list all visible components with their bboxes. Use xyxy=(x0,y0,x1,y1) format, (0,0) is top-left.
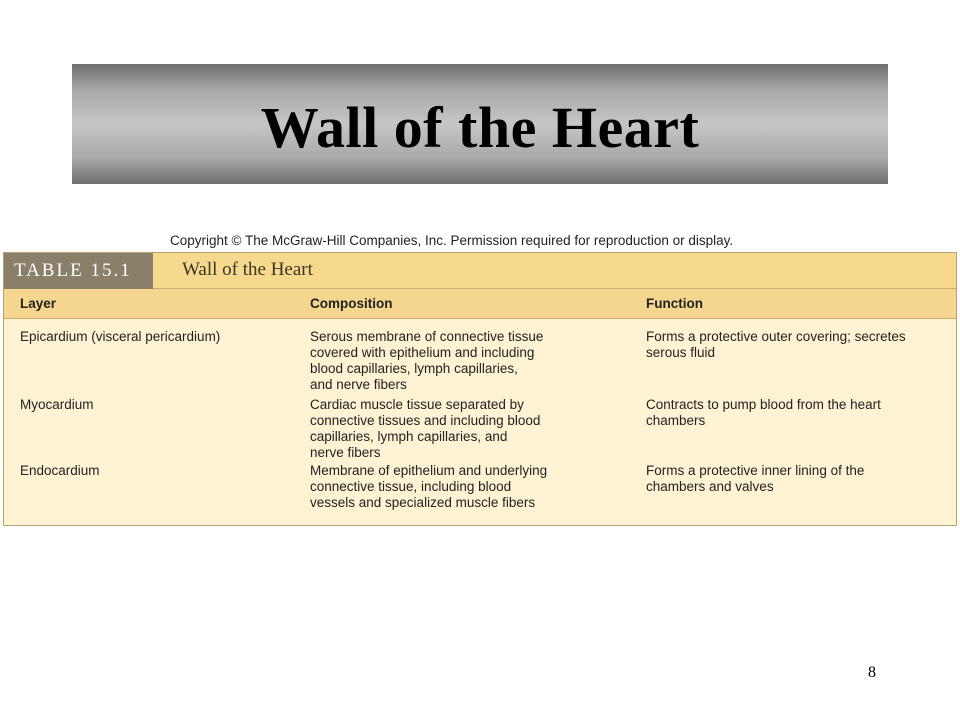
table-label: TABLE 15.1 xyxy=(4,253,153,289)
page-number: 8 xyxy=(868,664,876,681)
cell-line: Epicardium (visceral pericardium) xyxy=(20,329,221,344)
column-header-composition: Composition xyxy=(310,296,393,311)
cell-line: nerve fibers xyxy=(310,445,381,460)
cell-layer xyxy=(20,463,300,479)
cell-line: connective tissues and including blood xyxy=(310,413,541,428)
table-column-headers xyxy=(4,289,956,319)
cell-function xyxy=(646,463,946,495)
cell-line: connective tissue, including blood xyxy=(310,479,512,494)
cell-layer xyxy=(20,329,300,345)
slide-title: Wall of the Heart xyxy=(260,94,700,160)
table-caption: Wall of the Heart xyxy=(182,259,313,280)
cell-line: blood capillaries, lymph capillaries, xyxy=(310,361,518,376)
cell-line: Forms a protective inner lining of the xyxy=(646,463,865,478)
cell-line: chambers and valves xyxy=(646,479,774,494)
cell-line: Contracts to pump blood from the heart xyxy=(646,397,881,412)
cell-function xyxy=(646,329,946,361)
cell-line: serous fluid xyxy=(646,345,716,360)
title-banner xyxy=(72,64,888,184)
column-header-function: Function xyxy=(646,296,703,311)
cell-line: Cardiac muscle tissue separated by xyxy=(310,397,524,412)
table-header-band xyxy=(4,253,956,289)
table-figure xyxy=(3,252,957,526)
cell-line: Membrane of epithelium and underlying xyxy=(310,463,548,478)
cell-function xyxy=(646,397,946,429)
cell-line: covered with epithelium and including xyxy=(310,345,535,360)
cell-layer xyxy=(20,397,300,413)
cell-line: vessels and specialized muscle fibers xyxy=(310,495,536,510)
copyright-notice: Copyright © The McGraw-Hill Companies, Inc. Permission required for reproduction or display. xyxy=(170,233,734,248)
cell-line: chambers xyxy=(646,413,706,428)
cell-line: and nerve fibers xyxy=(310,377,407,392)
cell-composition xyxy=(310,329,610,393)
cell-line: Serous membrane of connective tissue xyxy=(310,329,544,344)
cell-line: capillaries, lymph capillaries, and xyxy=(310,429,508,444)
cell-composition xyxy=(310,463,610,511)
cell-line: Endocardium xyxy=(20,463,100,478)
cell-line: Myocardium xyxy=(20,397,94,412)
cell-line: Forms a protective outer covering; secretes xyxy=(646,329,906,344)
column-header-layer: Layer xyxy=(20,296,57,311)
cell-composition xyxy=(310,397,610,461)
